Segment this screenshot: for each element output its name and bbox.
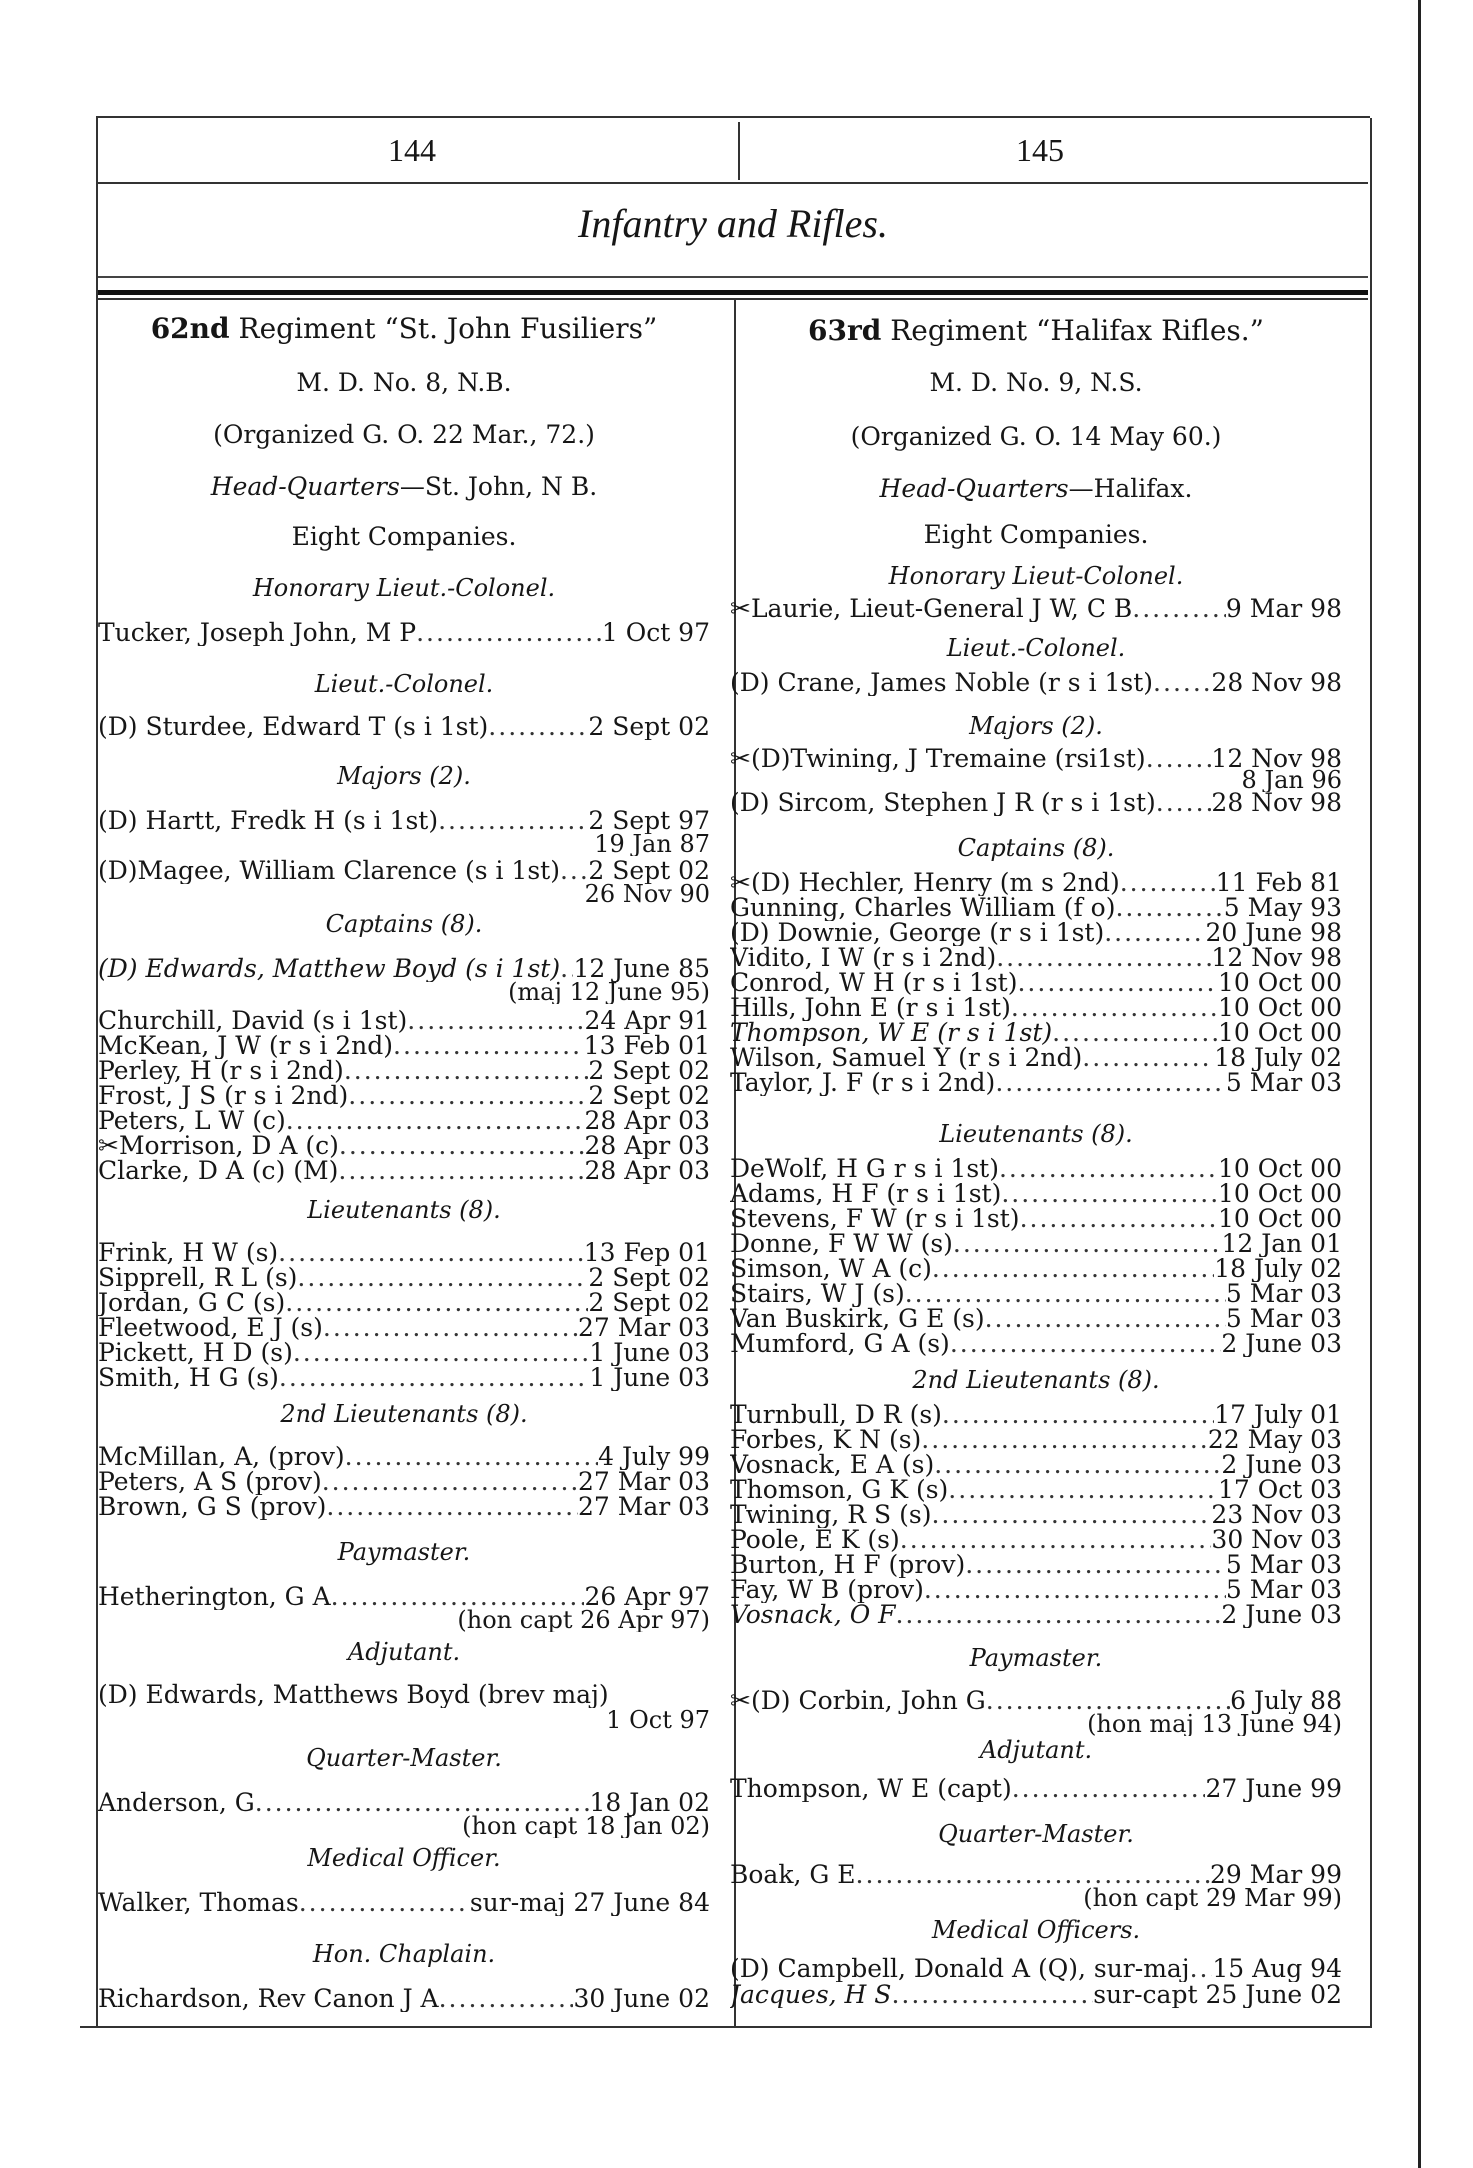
rank-heading: Captains (8).	[325, 910, 483, 938]
companies-count: Eight Companies.	[291, 522, 517, 551]
officer-entry: Poole, E K (s) ..... 30 Nov 03	[730, 1527, 1342, 1553]
regiment-heading	[730, 314, 1342, 347]
officer-entry: (D) Campbell, Donald A (Q), sur-maj ..... 15 Aug 94	[730, 1956, 1342, 1982]
rank-heading: Quarter-Master.	[306, 1744, 502, 1772]
rule-thin	[98, 298, 1368, 300]
officer-entry: Hills, John E (r s i 1st) ..... 10 Oct 00	[730, 995, 1342, 1021]
page-number-left: 144	[388, 132, 436, 168]
rank-heading: Lieutenants (8).	[307, 1196, 501, 1224]
officer-entry: ✂Laurie, Lieut-General J W, C B ..... 9 Mar 98	[730, 596, 1342, 622]
rank-heading: 2nd Lieutenants (8).	[280, 1400, 528, 1428]
officer-entry: Smith, H G (s) ..... 1 June 03	[98, 1365, 710, 1391]
military-district: M. D. No. 9, N.S.	[929, 368, 1143, 397]
rank-heading: Honorary Lieut.-Colonel.	[252, 574, 556, 602]
officer-entry: Brown, G S (prov) ..... 27 Mar 03	[98, 1494, 710, 1520]
officer-entry: Adams, H F (r s i 1st) ..... 10 Oct 00	[730, 1181, 1342, 1207]
officer-subdate: 1 Oct 97	[606, 1708, 710, 1732]
officer-entry: (D) Downie, George (r s i 1st) ..... 20 June 98	[730, 920, 1342, 946]
officer-subdate: 26 Nov 90	[584, 882, 710, 906]
rank-heading: Paymaster.	[337, 1538, 471, 1566]
officer-entry: Wilson, Samuel Y (r s i 2nd) ..... 18 July 02	[730, 1045, 1342, 1071]
headquarters-label: Head-Quarters	[210, 472, 400, 501]
rank-heading: Lieut.-Colonel.	[946, 634, 1126, 662]
officer-entry: Anderson, G ..... 18 Jan 02	[98, 1790, 710, 1816]
bottom-rule	[80, 2026, 1370, 2028]
officer-entry: Burton, H F (prov) ..... 5 Mar 03	[730, 1552, 1342, 1578]
rank-heading: Majors (2).	[337, 762, 471, 790]
officer-entry: ✂Morrison, D A (c) ..... 28 Apr 03	[98, 1133, 710, 1159]
officer-entry: Peters, A S (prov) ..... 27 Mar 03	[98, 1469, 710, 1495]
officer-subdate: (hon maj 13 June 94)	[1087, 1712, 1342, 1736]
officer-entry: Hetherington, G A ..... 26 Apr 97	[98, 1584, 710, 1610]
officer-entry: Thomson, G K (s) ..... 17 Oct 03	[730, 1477, 1342, 1503]
rank-heading: Captains (8).	[957, 834, 1115, 862]
officer-entry: (D) Crane, James Noble (r s i 1st) ..... 28 Nov 98	[730, 670, 1342, 696]
officer-entry: Sipprell, R L (s) ..... 2 Sept 02	[98, 1265, 710, 1291]
officer-entry: (D) Sturdee, Edward T (s i 1st) ..... 2 Sept 02	[98, 714, 710, 740]
rank-heading: Medical Officers.	[931, 1916, 1141, 1944]
officer-entry: (D) Edwards, Matthew Boyd (s i 1st) ..... 12 June 85	[98, 956, 710, 982]
officer-entry: (D)Magee, William Clarence (s i 1st) ..... 2 Sept 02	[98, 858, 710, 884]
officer-entry: Richardson, Rev Canon J A ..... 30 June 02	[98, 1986, 710, 2012]
officer-entry: Stevens, F W (r s i 1st) ..... 10 Oct 00	[730, 1206, 1342, 1232]
rank-heading: Medical Officer.	[307, 1844, 501, 1872]
rule-thick	[98, 290, 1368, 295]
rule-thin	[98, 276, 1368, 278]
officer-entry: McKean, J W (r s i 2nd) ..... 13 Feb 01	[98, 1033, 710, 1059]
officer-entry: Simson, W A (c) ..... 18 July 02	[730, 1256, 1342, 1282]
officer-entry: Twining, R S (s) ..... 23 Nov 03	[730, 1502, 1342, 1528]
officer-entry: Perley, H (r s i 2nd) ..... 2 Sept 02	[98, 1058, 710, 1084]
officer-entry: Clarke, D A (c) (M) ..... 28 Apr 03	[98, 1158, 710, 1184]
officer-entry: Fleetwood, E J (s) ..... 27 Mar 03	[98, 1315, 710, 1341]
officer-entry: Van Buskirk, G E (s) ..... 5 Mar 03	[730, 1306, 1342, 1332]
officer-entry: Walker, Thomas ..... sur-maj 27 June 84	[98, 1890, 710, 1916]
headquarters-value: —St. John, N B.	[399, 472, 598, 501]
officer-subdate: (hon capt 29 Mar 99)	[1083, 1886, 1342, 1910]
officer-entry: ✂(D) Corbin, John G ..... 6 July 88	[730, 1688, 1342, 1714]
page-number-divider	[738, 122, 740, 180]
officer-entry: Frost, J S (r s i 2nd) ..... 2 Sept 02	[98, 1083, 710, 1109]
rank-heading: Hon. Chaplain.	[312, 1940, 496, 1968]
officer-entry: Vosnack, E A (s) ..... 2 June 03	[730, 1452, 1342, 1478]
section-title: Infantry and Rifles.	[578, 201, 888, 246]
regiment-number: 63rd	[808, 314, 882, 347]
headquarters	[730, 474, 1342, 503]
rank-heading: Paymaster.	[969, 1644, 1103, 1672]
officer-entry: Peters, L W (c) ..... 28 Apr 03	[98, 1108, 710, 1134]
officer-entry: McMillan, A, (prov) ..... 4 July 99	[98, 1444, 710, 1470]
officer-entry: Frink, H W (s) ..... 13 Fep 01	[98, 1240, 710, 1266]
officer-subdate: (hon capt 18 Jan 02)	[462, 1814, 710, 1838]
officer-entry: Vidito, I W (r s i 2nd) ..... 12 Nov 98	[730, 945, 1342, 971]
rank-heading: Adjutant.	[979, 1736, 1093, 1764]
officer-entry: (D) Sircom, Stephen J R (r s i 1st) ..... 28 Nov 98	[730, 790, 1342, 816]
officer-entry: Jordan, G C (s) ..... 2 Sept 02	[98, 1290, 710, 1316]
officer-subdate: 19 Jan 87	[594, 832, 710, 856]
regiment-name: Regiment “Halifax Rifles.”	[890, 314, 1264, 347]
officer-entry: Jacques, H S ..... sur-capt 25 June 02	[730, 1982, 1342, 2008]
officer-entry: Tucker, Joseph John, M P ..... 1 Oct 97	[98, 620, 710, 646]
companies-count: Eight Companies.	[923, 520, 1149, 549]
officer-entry: Pickett, H D (s) ..... 1 June 03	[98, 1340, 710, 1366]
officer-entry: ✂(D) Hechler, Henry (m s 2nd) ..... 11 Feb 81	[730, 870, 1342, 896]
officer-entry: (D) Edwards, Matthews Boyd (brev maj)	[98, 1682, 609, 1708]
page-edge-line	[1418, 0, 1421, 2168]
rank-heading: Lieut.-Colonel.	[314, 670, 494, 698]
officer-subdate: 8 Jan 96	[1241, 768, 1342, 792]
officer-entry: ✂(D)Twining, J Tremaine (rsi1st) ..... 12 Nov 98	[730, 746, 1342, 772]
military-district: M. D. No. 8, N.B.	[296, 368, 512, 397]
officer-entry: Forbes, K N (s) ..... 22 May 03	[730, 1427, 1342, 1453]
rank-heading: Majors (2).	[969, 712, 1103, 740]
officer-entry: Gunning, Charles William (f o) ..... 5 May 93	[730, 895, 1342, 921]
officer-entry: (D) Hartt, Fredk H (s i 1st) ..... 2 Sept 97	[98, 808, 710, 834]
regiment-heading	[98, 312, 710, 345]
officer-entry: Boak, G E ..... 29 Mar 99	[730, 1862, 1342, 1888]
rank-heading: Quarter-Master.	[938, 1820, 1134, 1848]
officer-entry: Thompson, W E (capt) ..... 27 June 99	[730, 1776, 1342, 1802]
officer-subdate: (hon capt 26 Apr 97)	[457, 1608, 710, 1632]
page-number-row	[98, 122, 1368, 184]
officer-entry: Mumford, G A (s) ..... 2 June 03	[730, 1331, 1342, 1357]
officer-entry: Stairs, W J (s) ..... 5 Mar 03	[730, 1281, 1342, 1307]
officer-entry: Churchill, David (s i 1st) ..... 24 Apr 91	[98, 1008, 710, 1034]
officer-subdate: (maj 12 June 95)	[508, 980, 710, 1004]
regiment-number: 62nd	[150, 312, 230, 345]
headquarters-label: Head-Quarters	[879, 474, 1069, 503]
officer-entry: Vosnack, O F ..... 2 June 03	[730, 1602, 1342, 1628]
organized-order: (Organized G. O. 14 May 60.)	[850, 422, 1222, 451]
officer-entry: Thompson, W E (r s i 1st) ..... 10 Oct 00	[730, 1020, 1342, 1046]
officer-entry: Conrod, W H (r s i 1st) ..... 10 Oct 00	[730, 970, 1342, 996]
officer-entry: Fay, W B (prov) ..... 5 Mar 03	[730, 1577, 1342, 1603]
officer-entry: DeWolf, H G r s i 1st) ..... 10 Oct 00	[730, 1156, 1342, 1182]
page-number-right: 145	[1016, 132, 1064, 168]
organized-order: (Organized G. O. 22 Mar., 72.)	[213, 420, 595, 449]
headquarters	[98, 472, 710, 501]
headquarters-value: —Halifax.	[1068, 474, 1193, 503]
rank-heading: Adjutant.	[347, 1638, 461, 1666]
rank-heading: 2nd Lieutenants (8).	[912, 1366, 1160, 1394]
rank-heading: Honorary Lieut-Colonel.	[888, 562, 1184, 590]
regiment-name: Regiment “St. John Fusiliers”	[238, 312, 658, 345]
officer-entry: Taylor, J. F (r s i 2nd) ..... 5 Mar 03	[730, 1070, 1342, 1096]
rank-heading: Lieutenants (8).	[939, 1120, 1133, 1148]
officer-entry: Turnbull, D R (s) ..... 17 July 01	[730, 1402, 1342, 1428]
officer-entry: Donne, F W W (s) ..... 12 Jan 01	[730, 1231, 1342, 1257]
